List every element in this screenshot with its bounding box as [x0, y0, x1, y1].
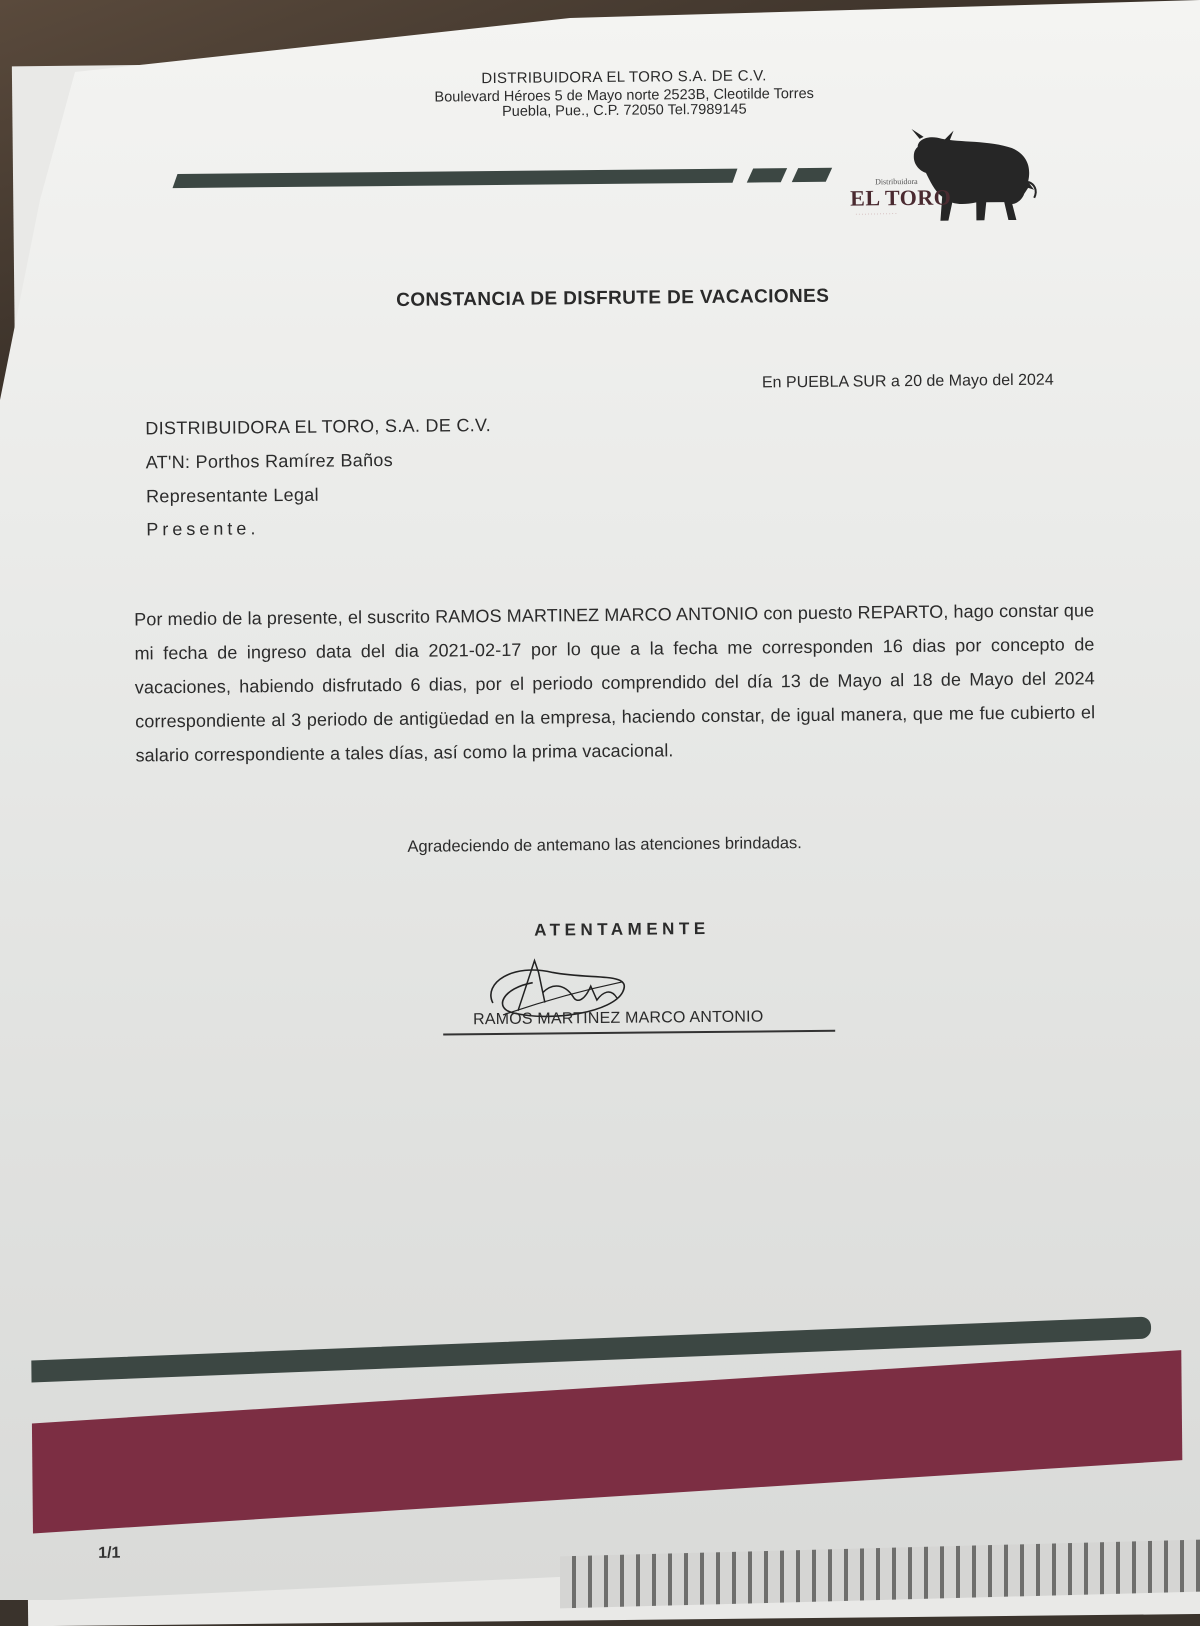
- footer-bar-red: [32, 1350, 1182, 1533]
- header-address: Boulevard Héroes 5 de Mayo norte 2523B, Cleotilde Torres: [434, 85, 814, 106]
- sign-off: ATENTAMENTE: [534, 918, 710, 940]
- header-city: Puebla, Pue., C.P. 72050 Tel.7989145: [501, 101, 747, 120]
- header-bar: [173, 169, 738, 188]
- document-title: CONSTANCIA DE DISFRUTE DE VACACIONES: [396, 285, 830, 311]
- signer-name: RAMOS MARTINEZ MARCO ANTONIO: [472, 1008, 764, 1029]
- addressee-attention: AT'N: Porthos Ramírez Baños: [145, 449, 394, 473]
- logo-tagline: · · · · · · · · · · · · · ·: [855, 211, 897, 218]
- company-logo: [849, 124, 1050, 226]
- closing-line: Agradeciendo de antemano las atenciones brindadas.: [407, 834, 802, 856]
- body-paragraph: Por medio de la presente, el suscrito RAMOS MARTINEZ MARCO ANTONIO con puesto REPARTO, hago constar que mi fecha de ingreso data del dia 2021-02-17 por lo que a la fecha me corresponden 16 dias por concepto de vacaciones, habiendo disfrutado 6 dias, por el periodo comprendido del día 13 de Mayo al 18 de Mayo del 2024 correspondiente al 3 periodo de antigüedad en la empresa, haciendo constar, de igual manera, que me fue cubierto el salario correspondiente a tales días, así como la prima vacacional.: [134, 600, 1096, 766]
- addressee-company: DISTRIBUIDORA EL TORO, S.A. DE C.V.: [145, 415, 492, 439]
- header-bar-segment: [747, 168, 787, 182]
- header-bar-segment: [792, 168, 832, 182]
- logo-small-text: Distribuidora: [874, 176, 918, 187]
- addressee-role: Representante Legal: [145, 484, 319, 507]
- logo-brand-text: EL TORO: [850, 184, 952, 211]
- page-number: 1/1: [98, 1544, 121, 1562]
- place-date: En PUEBLA SUR a 20 de Mayo del 2024: [761, 371, 1054, 392]
- header-company: DISTRIBUIDORA EL TORO S.A. DE C.V.: [481, 67, 767, 88]
- addressee-greeting: Presente.: [146, 518, 260, 540]
